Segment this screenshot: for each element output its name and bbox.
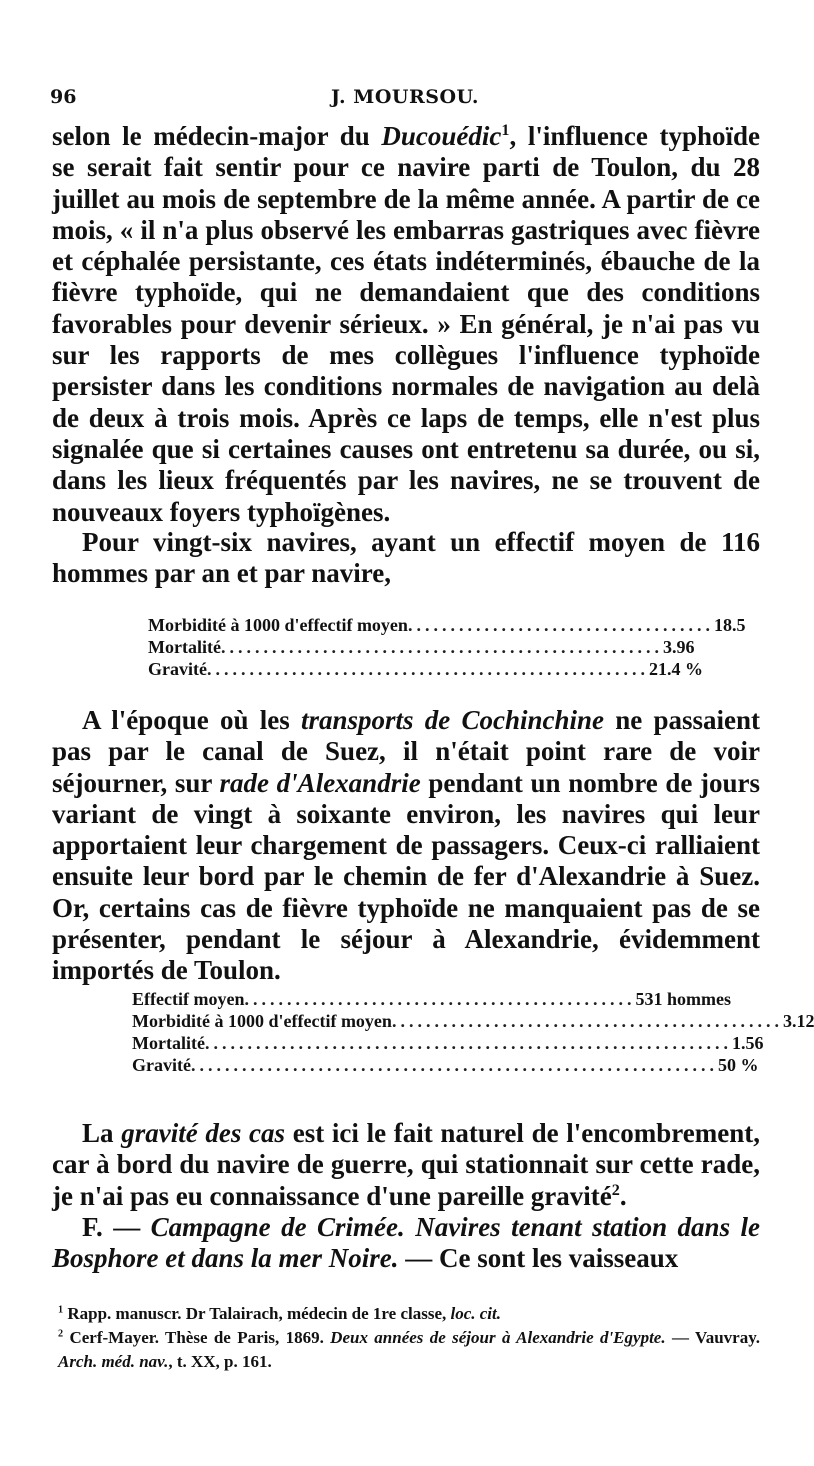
footnote-2 — [40, 1326, 760, 1374]
text-span: Pour vingt-six navires, ayant un effectif moyen de 116 hommes par an et par navire, — [52, 527, 760, 589]
paragraph-alexandria — [52, 705, 760, 987]
text-span: est ici le fait naturel de l'encombrement, car à bord du navire de guerre, qui stationnait sur cette rade, je n'ai pas eu connaissance d'une pareille gravité — [52, 1118, 760, 1211]
italic-span: Arch. méd. nav. — [58, 1352, 169, 1371]
stats-value: 1.56 — [731, 1033, 764, 1053]
stats-value: 531 hommes — [635, 989, 731, 1009]
paragraph-twenty-six-ships — [52, 527, 760, 590]
text-span: , l'influence typhoïde se serait fait sentir pour ce navire parti de Toulon, du 28 juillet au mois de septembre de la même année. A partir de ce mois, « il n'a plus observé les embarras gastriques avec fièvre et céphalée persistante, ces états indéterminés, ébauche de la fièvre typhoïde, qui ne demandaient que des conditions favorables pour devenir sérieux. » En général, je n'ai pas vu sur les rapports de mes collègues l'influence typhoïde persister dans les conditions normales de navigation au delà de deux à trois mois. Après ce laps de temps, elle n'est plus signalée que si certaines causes ont entretenu sa durée, ou si, dans les lieux fréquentés par les navires, ne se trouvent de nouveaux foyers typhoïgènes. — [52, 121, 760, 527]
text-span: La — [82, 1118, 122, 1148]
italic-span: Deux années de séjour à Alexandrie d'Egypte. — [330, 1328, 666, 1347]
stats-label: Gravité — [148, 659, 207, 679]
text-span: Rapp. manuscr. Dr Talairach, médecin de 1re classe, — [67, 1304, 451, 1323]
footnote-mark: 1 — [58, 1304, 64, 1316]
stats-table-1 — [148, 614, 746, 680]
stats-value: 3.96 — [662, 637, 695, 657]
stats-value: 21.4 % — [648, 659, 703, 679]
text-span: A l'époque où les — [82, 705, 301, 735]
ship-name: Ducouédic — [381, 121, 502, 151]
text-span: — Ce sont les vaisseaux — [398, 1243, 679, 1274]
text-span: Cerf-Mayer. Thèse de Paris, 1869. — [69, 1328, 331, 1347]
text-span: — Vauvray. — [665, 1328, 761, 1347]
stats-value: 3.12 — [782, 1011, 814, 1031]
stats-row: Mortalité .................................................... 3.96 — [148, 637, 695, 657]
paragraph-gravity — [52, 1118, 760, 1212]
stats-label: Effectif moyen — [132, 989, 245, 1009]
text-span: pendant un nombre de jours variant de vingt à soixante environ, les navires qui leur apportaient leur chargement de passagers. Ceux-ci ralliaient ensuite leur bord par le chemin de fer d'Alexandrie à Suez. Or, certains cas de fièvre typhoïde ne manquaient pas de se présenter, pendant le séjour à Alexandrie, évidemment importés de Toulon. — [52, 767, 760, 986]
stats-row: Morbidité à 1000 d'effectif moyen .................................... 18.5 — [148, 615, 746, 635]
stats-value: 18.5 — [713, 615, 746, 635]
text-span: . — [619, 1180, 627, 1211]
italic-span: transports de Cochinchine — [300, 705, 604, 735]
stats-label: Gravité — [132, 1055, 191, 1075]
text-span: selon le médecin-major du — [52, 121, 382, 151]
footnote-ref-1: 1 — [501, 121, 510, 139]
running-header — [50, 80, 760, 110]
stats-row: Gravité .............................................................. 50 % — [132, 1055, 759, 1075]
paragraph-crimea — [52, 1212, 760, 1275]
running-head-author: J. MOURSOU. — [331, 86, 479, 108]
italic-span: gravité des cas — [121, 1118, 286, 1148]
text-span: , t. XX, p. 161. — [168, 1352, 272, 1371]
stats-row: Effectif moyen .............................................. 531 hommes — [132, 989, 731, 1009]
footnote-1 — [40, 1302, 760, 1326]
italic-span: loc. cit. — [450, 1304, 501, 1323]
paragraph-typhoid-influence — [52, 121, 760, 528]
footnotes — [40, 1302, 760, 1374]
stats-label: Mortalité — [148, 637, 221, 657]
section-heading-italic: Campagne de Crimée. Navires tenant station dans le Bosphore et dans la mer Noire. — [52, 1212, 760, 1274]
stats-row: Mortalité .............................................................. 1.56 — [132, 1033, 764, 1053]
stats-value: 50 % — [717, 1055, 759, 1075]
stats-table-2 — [132, 988, 814, 1076]
footnote-ref-2: 2 — [611, 1180, 620, 1199]
stats-label: Morbidité à 1000 d'effectif moyen — [148, 615, 408, 635]
text-span: F. — — [82, 1212, 151, 1242]
page-number: 96 — [50, 86, 77, 108]
stats-label: Morbidité à 1000 d'effectif moyen — [132, 1011, 392, 1031]
stats-row: Morbidité à 1000 d'effectif moyen .............................................. 3.12 — [132, 1011, 814, 1031]
stats-label: Mortalité — [132, 1033, 205, 1053]
text-span: ne passaient pas par le canal de Suez, il n'était point rare de voir séjourner, sur — [52, 705, 760, 798]
footnote-mark: 2 — [58, 1328, 64, 1340]
italic-span: rade d'Alexandrie — [219, 767, 421, 798]
stats-row: Gravité .................................................... 21.4 % — [148, 659, 703, 679]
